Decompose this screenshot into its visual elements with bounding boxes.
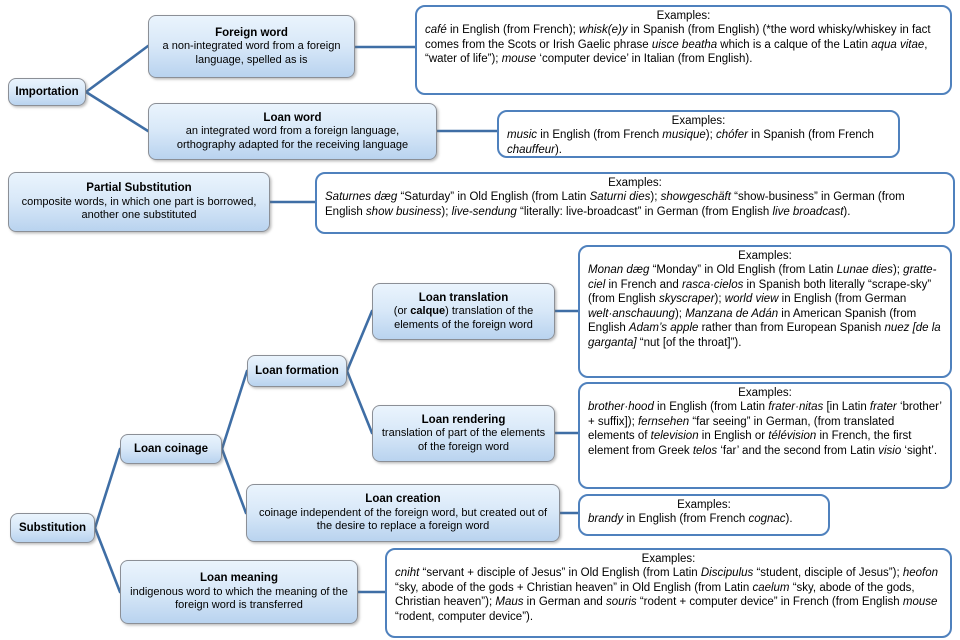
- examples-text: Saturnes dæg “Saturday” in Old English (from Latin Saturni dies); showgeschäft “show-business” in German (from English show business); live-sendung “literally: live-broadcast” in German (from English live broadcast).: [325, 191, 905, 218]
- node-loan-creation: [246, 484, 560, 542]
- connector-line: [222, 449, 246, 513]
- examples-loan-meaning: [385, 548, 952, 638]
- examples-text: Monan dæg “Monday” in Old English (from Latin Lunae dies); gratte-ciel in French and rasca·cielos in Spanish both literally “scrape-sky” (from English skyscraper); world view in English (from German welt·anschauung); Manzana de Adán in American Spanish (from English Adam’s apple rather than from European Spanish nuez [de la garganta] “nut [of the throat]”).: [588, 264, 941, 349]
- node-title: Loan coinage: [133, 442, 209, 455]
- examples-text: brother·hood in English (from Latin frater·nitas [in Latin frater ‘brother’ + suffix]); fernsehen “far seeing” in German, (from translated elements of television in English or télévision in French, the first element from Greek telos ‘far’ and the second from Latin visio ‘sight’.: [588, 401, 942, 457]
- connector-line: [86, 46, 148, 92]
- connector-line: [95, 449, 120, 528]
- node-title: Importation: [15, 85, 79, 98]
- node-loan-translation: [372, 283, 555, 340]
- node-title: Loan creation: [365, 493, 441, 506]
- node-title: Loan meaning: [200, 572, 278, 585]
- node-loan-rendering: [372, 405, 555, 462]
- examples-loan-translation: [578, 245, 952, 378]
- examples-partial-substitution: [315, 172, 955, 234]
- examples-title: Examples:: [641, 553, 696, 565]
- node-loan-meaning: [120, 560, 358, 624]
- examples-title: Examples:: [738, 387, 792, 399]
- node-title: Partial Substitution: [86, 182, 192, 195]
- connector-line: [347, 311, 372, 371]
- examples-text: cniht “servant + disciple of Jesus” in Old English (from Latin Discipulus “student, disciple of Jesus”); heofon “sky, abode of the gods + Christian heaven” in Old English (from Latin caelum “sky, abode of the gods, Christian heaven”); Maus in German and souris “rodent + computer device” in French (from English mouse “rodent, computer device”).: [395, 567, 939, 623]
- examples-loan-creation: [578, 494, 830, 536]
- examples-title: Examples:: [608, 177, 662, 189]
- node-desc: composite words, in which one part is borrowed, another one substituted: [21, 195, 257, 222]
- examples-text: brandy in English (from French cognac).: [588, 513, 793, 526]
- node-partial-substitution: [8, 172, 270, 232]
- examples-foreign-word: [415, 5, 952, 95]
- node-foreign-word: [148, 15, 355, 78]
- examples-text: café in English (from French); whisk(e)y in Spanish (from English) (*the word whisky/whiskey in fact comes from the Scots or Irish Gaelic phrase uisce beatha which is a calque of the Latin aqua vitae, “water of life”); mouse ‘computer device’ in Italian (from English).: [425, 24, 931, 66]
- examples-loan-rendering: [578, 382, 952, 489]
- node-desc: coinage independent of the foreign word, but created out of the desire to replace a foreign word: [258, 506, 548, 533]
- node-title: Loan formation: [255, 364, 339, 377]
- node-desc: an integrated word from a foreign language, orthography adapted for the receiving language: [176, 125, 409, 151]
- node-title: Loan word: [263, 111, 322, 124]
- examples-text: music in English (from French musique); chófer in Spanish (from French chauffeur).: [507, 129, 874, 156]
- connector-line: [86, 92, 148, 131]
- node-desc: (or calque) translation of the elements of the foreign word: [393, 305, 534, 331]
- connector-line: [347, 371, 372, 433]
- node-substitution: [10, 513, 95, 543]
- examples-title: Examples:: [677, 499, 731, 511]
- node-desc: translation of part of the elements of the foreign word: [381, 427, 546, 453]
- connector-line: [222, 371, 247, 449]
- node-desc: indigenous word to which the meaning of the foreign word is transferred: [130, 585, 348, 612]
- examples-title: Examples:: [671, 115, 726, 127]
- node-loan-word: [148, 103, 437, 160]
- node-loan-coinage: [120, 434, 222, 464]
- connector-line: [95, 528, 120, 592]
- examples-loan-word: [497, 110, 900, 158]
- node-desc: a non-integrated word from a foreign language, spelled as is: [162, 40, 341, 66]
- node-title: Substitution: [18, 521, 87, 534]
- examples-title: Examples:: [738, 250, 792, 262]
- node-title: Loan translation: [418, 291, 509, 304]
- node-importation: [8, 78, 86, 106]
- node-title: Loan rendering: [421, 413, 506, 426]
- node-loan-formation: [247, 355, 347, 387]
- node-title: Foreign word: [215, 26, 288, 39]
- examples-title: Examples:: [656, 10, 711, 22]
